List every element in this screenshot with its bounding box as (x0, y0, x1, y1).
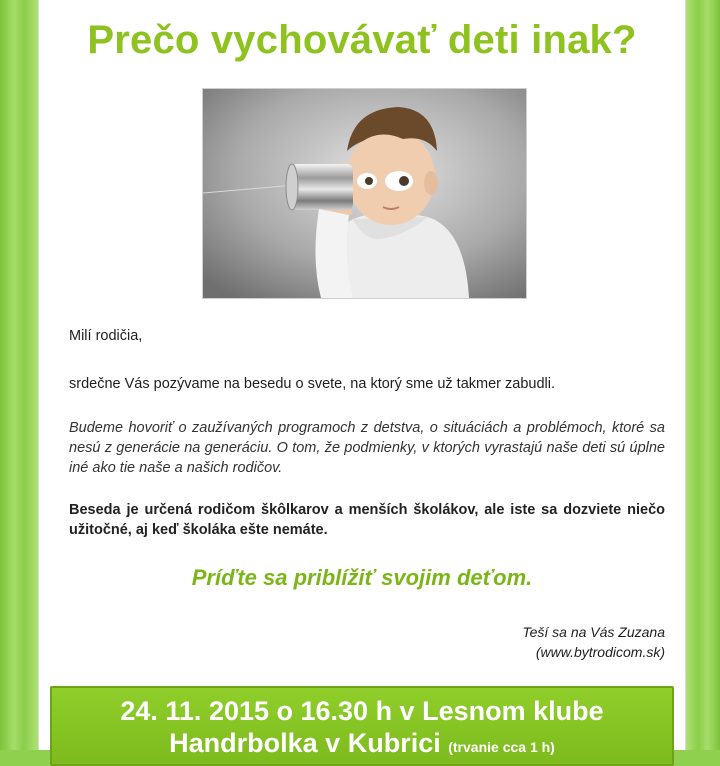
photo-illustration (203, 89, 526, 298)
greeting-text: Milí rodičia, (69, 328, 143, 344)
description-paragraph: Budeme hovoriť o zaužívaných programoch z detstva, o situáciách a problémoch, ktoré sa nesú z generácie na generáciu. O tom, že podmienky, v ktorých vyrastajú naše deti sú úplne iné ako tie naše a našich rodičov. (69, 420, 665, 476)
invitation-text: srdečne Vás pozývame na besedu o svete, na ktorý sme už takmer zabudli. (69, 376, 555, 392)
event-location: Handrbolka v Kubrici (169, 728, 441, 758)
event-duration-note: (trvanie cca 1 h) (448, 739, 555, 755)
signature (522, 622, 665, 662)
flyer-sheet (38, 0, 686, 750)
background-right-stripes (684, 0, 720, 750)
slogan-text: Príďte sa priblížiť svojim deťom. (191, 565, 533, 590)
event-date-time: 24. 11. 2015 o 16.30 h v Lesnom klube (120, 696, 604, 726)
audience-paragraph: Beseda je určená rodičom škôlkarov a menších školákov, ale iste sa dozviete niečo užitočné, aj keď školáka ešte nemáte. (69, 502, 665, 538)
event-info-box (50, 686, 674, 766)
signature-name: Teší sa na Vás Zuzana (522, 624, 665, 640)
page-title: Prečo vychovávať deti inak? (87, 18, 637, 62)
background-left-stripes (0, 0, 40, 750)
signature-website: (www.bytrodicom.sk) (535, 644, 665, 660)
boy-with-tin-can-photo (202, 88, 527, 299)
event-location-line (52, 728, 672, 759)
